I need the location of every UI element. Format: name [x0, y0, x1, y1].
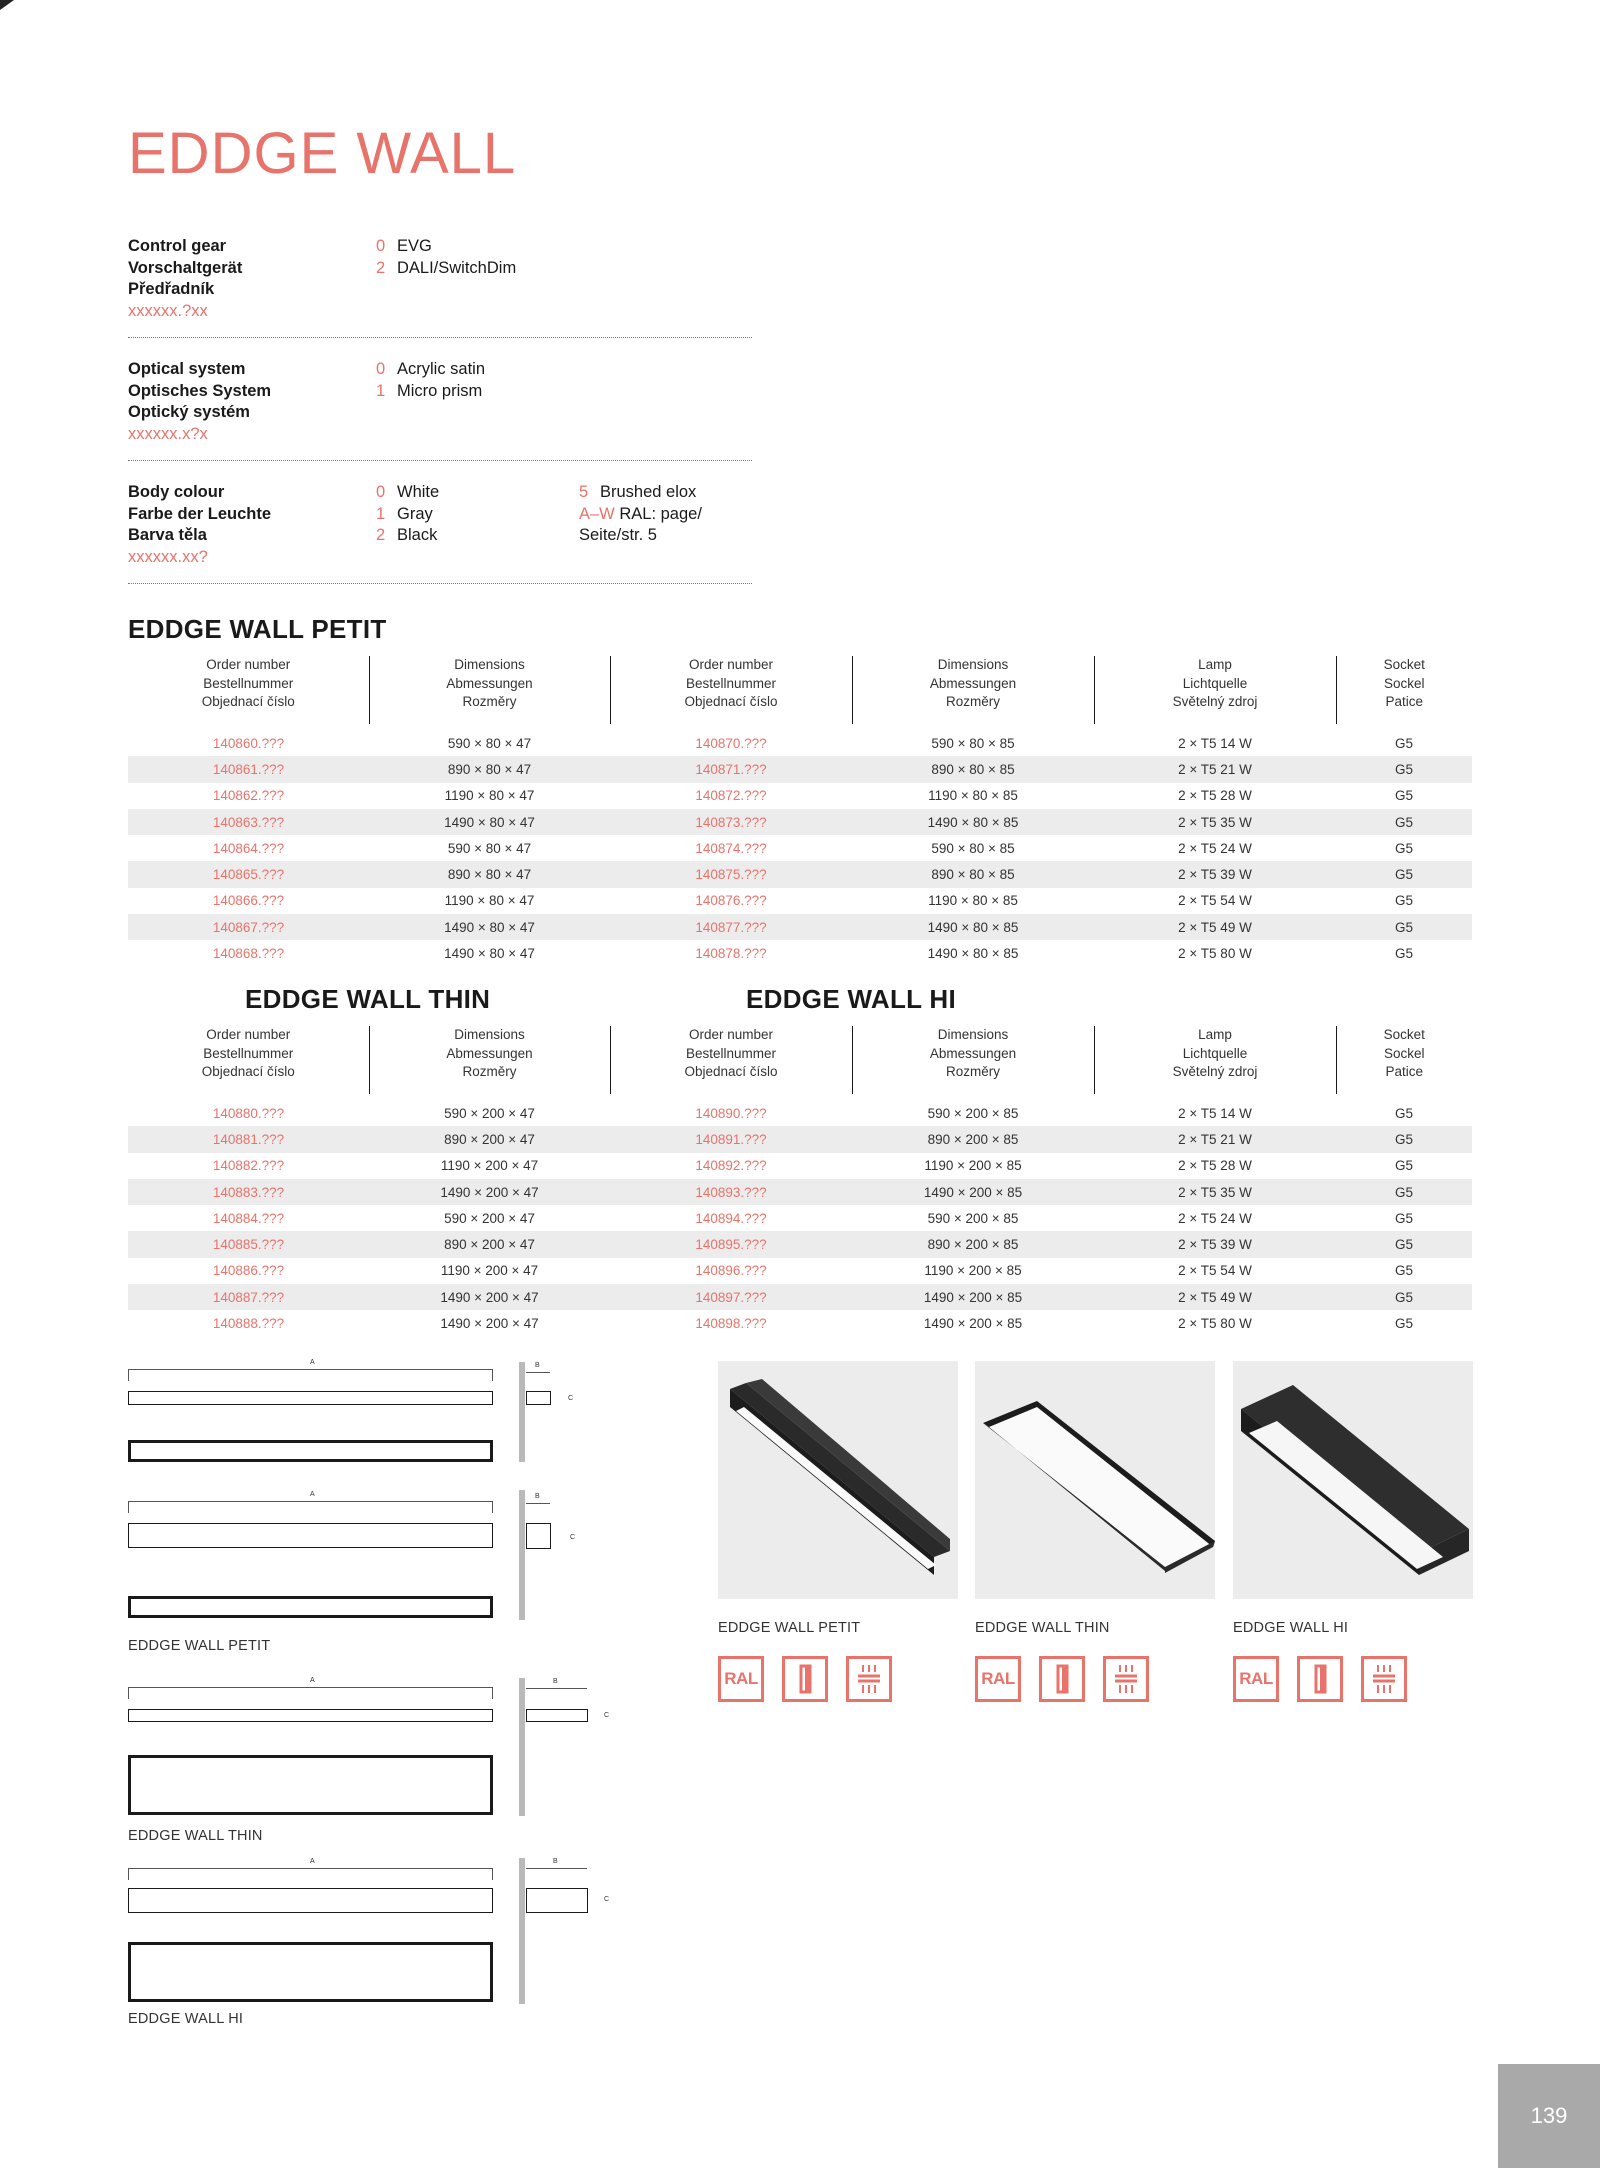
cell-lamp: 2 × T5 21 W	[1094, 1126, 1336, 1152]
cell-order-number: 140880.???	[212, 1105, 285, 1121]
cell-order-number: 140877.???	[610, 914, 852, 940]
cell-order-number: 140883.???	[128, 1179, 369, 1205]
option-value: 1 Micro prism	[376, 381, 483, 400]
cell-order-number: 140867.???	[128, 914, 369, 940]
option-label-cz: Optický systém	[128, 403, 250, 421]
cell-dimensions: 1490 × 200 × 47	[369, 1179, 610, 1205]
cell-dimensions: 590 × 80 × 85	[931, 735, 1015, 751]
cell-dimensions: 1490 × 80 × 85	[852, 809, 1094, 835]
cell-order-number: 140891.???	[610, 1126, 852, 1152]
cell-dimensions: 1190 × 200 × 47	[440, 1158, 539, 1174]
front-view	[128, 1709, 493, 1722]
side-profile	[526, 1523, 551, 1549]
header-dimensions: Dimensions Abmessungen Rozměry	[852, 1026, 1094, 1094]
table-row	[128, 730, 1472, 756]
section-title-thin: EDDGE WALL THIN	[245, 984, 491, 1014]
option-value: 0 EVG	[376, 237, 432, 255]
front-view	[128, 1523, 493, 1548]
header-order-number: Order number Bestellnummer Objednací číslo	[610, 656, 852, 724]
dim-label-b: B	[535, 1493, 540, 1500]
cell-socket: G5	[1394, 1158, 1413, 1174]
option-value: A–W RAL: page/	[579, 504, 702, 523]
cell-dimensions: 1190 × 200 × 47	[440, 1263, 539, 1279]
header-dimensions: Dimensions Abmessungen Rozměry	[369, 1026, 610, 1094]
top-view	[128, 1942, 493, 2002]
cell-order-number: 140878.???	[695, 946, 767, 962]
cell-socket: G5	[1394, 946, 1413, 962]
top-view	[128, 1596, 493, 1618]
header-lamp: Lamp Lichtquelle Světelný zdroj	[1094, 656, 1336, 724]
cell-lamp: 2 × T5 14 W	[1178, 735, 1252, 751]
table-row	[128, 914, 1472, 940]
front-view	[128, 1391, 493, 1405]
cell-dimensions: 1190 × 80 × 85	[928, 788, 1018, 804]
option-value: 1 Gray	[376, 504, 433, 523]
dotted-divider	[128, 583, 752, 584]
corner-mark	[0, 0, 14, 14]
cell-order-number: 140890.???	[695, 1105, 767, 1121]
cell-socket: G5	[1336, 809, 1472, 835]
ral-icon: RAL	[718, 1656, 764, 1702]
wall-mount-icon	[1103, 1656, 1149, 1702]
wall-mount-icon	[1361, 1656, 1407, 1702]
cell-socket: G5	[1394, 893, 1413, 909]
cell-lamp: 2 × T5 54 W	[1178, 1263, 1252, 1279]
option-value: 2 DALI/SwitchDim	[376, 258, 517, 277]
cell-order-number: 140898.???	[695, 1316, 767, 1332]
dotted-divider	[128, 337, 752, 338]
dim-label-c: C	[570, 1534, 576, 1541]
cell-dimensions: 890 × 200 × 47	[369, 1126, 610, 1152]
product-photo-thin	[975, 1361, 1215, 1599]
header-order-number: Order number Bestellnummer Objednací číslo	[610, 1026, 852, 1094]
cell-dimensions: 1490 × 200 × 85	[852, 1284, 1094, 1310]
header-order-number: Order number Bestellnummer Objednací číslo	[128, 1026, 369, 1094]
table-row	[128, 861, 1472, 887]
dimmable-icon	[782, 1656, 828, 1702]
cell-lamp: 2 × T5 28 W	[1178, 1158, 1252, 1174]
header-socket: Socket Sockel Patice	[1383, 657, 1425, 709]
dim-label-a: A	[310, 1359, 315, 1366]
header-dimensions: Dimensions Abmessungen Rozměry	[369, 656, 610, 724]
product-photo-hi	[1233, 1361, 1473, 1599]
header-dimensions: Dimensions Abmessungen Rozměry	[852, 656, 1094, 724]
drawing-caption-hi: EDDGE WALL HI	[128, 2011, 244, 2027]
cell-dimensions: 1490 × 80 × 85	[852, 914, 1094, 940]
option-label-de: Vorschaltgerät	[128, 258, 243, 277]
dim-label-c: C	[568, 1395, 574, 1402]
table-row	[128, 1179, 1472, 1205]
dotted-divider	[128, 460, 752, 461]
option-label-de: Farbe der Leuchte	[128, 504, 272, 523]
cell-socket: G5	[1336, 1284, 1472, 1310]
cell-dimensions: 1490 × 200 × 47	[369, 1284, 610, 1310]
cell-order-number: 140876.???	[695, 893, 767, 909]
cell-order-number: 140865.???	[128, 861, 369, 887]
cell-dimensions: 890 × 200 × 47	[369, 1231, 610, 1257]
cell-socket: G5	[1394, 1316, 1413, 1332]
table-header-row	[128, 1026, 1472, 1094]
product-photo-petit	[718, 1361, 958, 1599]
cell-socket: G5	[1394, 788, 1413, 804]
cell-order-number: 140862.???	[212, 788, 285, 804]
cell-dimensions: 1190 × 80 × 47	[444, 788, 535, 804]
cell-order-number: 140886.???	[212, 1263, 285, 1279]
page-number: 139	[1498, 2064, 1600, 2168]
table-row	[128, 1231, 1472, 1257]
cell-order-number: 140895.???	[610, 1231, 852, 1257]
table-row	[128, 809, 1472, 835]
dim-label-a: A	[310, 1677, 315, 1684]
ral-icon: RAL	[1233, 1656, 1279, 1702]
cell-dimensions: 1490 × 80 × 85	[927, 946, 1019, 962]
header-socket: Socket Sockel Patice	[1383, 1027, 1425, 1079]
cell-dimensions: 890 × 200 × 85	[852, 1126, 1094, 1152]
cell-order-number: 140868.???	[212, 946, 285, 962]
cell-socket: G5	[1394, 1210, 1413, 1226]
spec-table-petit	[128, 656, 1472, 967]
option-label-cz: Předřadník	[128, 280, 215, 298]
option-value: 0 White	[376, 483, 440, 501]
cell-order-number: 140864.???	[212, 840, 285, 856]
cell-order-number: 140870.???	[695, 735, 767, 751]
cell-lamp: 2 × T5 14 W	[1178, 1105, 1252, 1121]
option-value: 5 Brushed elox	[579, 483, 697, 501]
header-lamp: Lamp Lichtquelle Světelný zdroj	[1094, 1026, 1336, 1094]
table-row	[128, 835, 1472, 861]
option-code: xxxxxx.x?x	[128, 424, 208, 443]
option-label-en: Control gear	[128, 237, 227, 255]
ral-icon: RAL	[975, 1656, 1021, 1702]
dim-label-b: B	[553, 1678, 558, 1685]
top-view	[128, 1440, 493, 1462]
cell-dimensions: 1490 × 80 × 47	[369, 914, 610, 940]
option-label-en: Body colour	[128, 483, 225, 501]
dim-label-b: B	[553, 1858, 558, 1865]
cell-lamp: 2 × T5 35 W	[1094, 1179, 1336, 1205]
cell-socket: G5	[1336, 861, 1472, 887]
table-row	[128, 1310, 1472, 1336]
wall-section	[519, 1362, 525, 1462]
cell-order-number: 140860.???	[212, 735, 285, 751]
cell-order-number: 140885.???	[128, 1231, 369, 1257]
cell-dimensions: 590 × 200 × 47	[444, 1210, 535, 1226]
cell-order-number: 140874.???	[695, 840, 767, 856]
cell-dimensions: 590 × 80 × 47	[447, 735, 532, 751]
drawing-caption-thin: EDDGE WALL THIN	[128, 1828, 263, 1844]
cell-order-number: 140881.???	[128, 1126, 369, 1152]
page-title: EDDGE WALL	[128, 121, 517, 186]
cell-order-number: 140893.???	[610, 1179, 852, 1205]
cell-lamp: 2 × T5 54 W	[1178, 893, 1252, 909]
cell-dimensions: 1490 × 80 × 47	[444, 946, 535, 962]
table-row	[128, 1153, 1472, 1179]
table-header-row	[128, 656, 1472, 724]
cell-order-number: 140872.???	[695, 788, 767, 804]
cell-dimensions: 1490 × 200 × 85	[923, 1316, 1023, 1332]
side-profile	[526, 1709, 588, 1722]
cell-order-number: 140863.???	[128, 809, 369, 835]
table-row	[128, 940, 1472, 966]
dim-label-a: A	[310, 1858, 315, 1865]
cell-dimensions: 890 × 200 × 85	[852, 1231, 1094, 1257]
product-caption-thin: EDDGE WALL THIN	[975, 1620, 1110, 1636]
cell-dimensions: 590 × 80 × 85	[931, 840, 1015, 856]
option-label-en: Optical system	[128, 360, 246, 378]
cell-lamp: 2 × T5 35 W	[1094, 809, 1336, 835]
cell-dimensions: 590 × 200 × 85	[927, 1210, 1019, 1226]
front-view	[128, 1888, 493, 1913]
cell-dimensions: 1490 × 200 × 85	[852, 1179, 1094, 1205]
wall-section	[519, 1678, 525, 1816]
cell-socket: G5	[1394, 1105, 1413, 1121]
cell-dimensions: 1190 × 80 × 85	[928, 893, 1018, 909]
option-value: 2 Black	[376, 526, 438, 544]
cell-order-number: 140871.???	[610, 756, 852, 782]
cell-dimensions: 590 × 80 × 47	[447, 840, 532, 856]
cell-lamp: 2 × T5 39 W	[1094, 861, 1336, 887]
header-order-number: Order number Bestellnummer Objednací číslo	[128, 656, 369, 724]
cell-socket: G5	[1336, 1231, 1472, 1257]
cell-lamp: 2 × T5 28 W	[1178, 788, 1252, 804]
option-control-gear	[128, 236, 752, 322]
option-code: xxxxxx.xx?	[128, 547, 208, 566]
cell-dimensions: 1190 × 200 × 85	[924, 1263, 1022, 1279]
cell-lamp: 2 × T5 49 W	[1094, 914, 1336, 940]
option-body-colour	[128, 482, 752, 568]
table-row	[128, 1205, 1472, 1231]
cell-dimensions: 890 × 80 × 47	[369, 861, 610, 887]
cell-socket: G5	[1394, 1263, 1413, 1279]
cell-dimensions: 1190 × 80 × 47	[444, 893, 535, 909]
cell-order-number: 140888.???	[212, 1316, 285, 1332]
cell-lamp: 2 × T5 80 W	[1178, 1316, 1252, 1332]
cell-order-number: 140897.???	[610, 1284, 852, 1310]
product-caption-hi: EDDGE WALL HI	[1233, 1620, 1349, 1636]
cell-lamp: 2 × T5 39 W	[1094, 1231, 1336, 1257]
spec-table-thin-hi	[128, 1026, 1472, 1337]
table-row	[128, 1258, 1472, 1284]
option-label-cz: Barva těla	[128, 526, 207, 544]
cell-order-number: 140894.???	[695, 1210, 767, 1226]
cell-dimensions: 890 × 80 × 85	[852, 861, 1094, 887]
top-view	[128, 1755, 493, 1815]
cell-order-number: 140861.???	[128, 756, 369, 782]
cell-lamp: 2 × T5 49 W	[1094, 1284, 1336, 1310]
cell-dimensions: 890 × 80 × 85	[852, 756, 1094, 782]
table-row	[128, 756, 1472, 782]
dim-label-a: A	[310, 1491, 315, 1498]
cell-order-number: 140866.???	[212, 893, 285, 909]
cell-dimensions: 590 × 200 × 85	[927, 1105, 1019, 1121]
wall-section	[519, 1490, 525, 1620]
cell-order-number: 140896.???	[695, 1263, 767, 1279]
dim-label-c: C	[604, 1712, 610, 1719]
cell-socket: G5	[1336, 1179, 1472, 1205]
wall-mount-icon	[846, 1656, 892, 1702]
cell-dimensions: 890 × 80 × 47	[369, 756, 610, 782]
table-row	[128, 1100, 1472, 1126]
cell-socket: G5	[1336, 1126, 1472, 1152]
cell-dimensions: 590 × 200 × 47	[444, 1105, 535, 1121]
cell-socket: G5	[1394, 735, 1413, 751]
drawing-caption-petit: EDDGE WALL PETIT	[128, 1638, 271, 1654]
cell-dimensions: 1490 × 80 × 47	[369, 809, 610, 835]
table-row	[128, 783, 1472, 809]
dimmable-icon	[1039, 1656, 1085, 1702]
cell-order-number: 140875.???	[610, 861, 852, 887]
cell-dimensions: 1490 × 200 × 47	[440, 1316, 539, 1332]
section-title-hi: EDDGE WALL HI	[746, 984, 956, 1014]
cell-dimensions: 1190 × 200 × 85	[924, 1158, 1022, 1174]
table-row	[128, 1126, 1472, 1152]
side-profile	[526, 1391, 551, 1405]
cell-lamp: 2 × T5 21 W	[1094, 756, 1336, 782]
cell-order-number: 140887.???	[128, 1284, 369, 1310]
option-code: xxxxxx.?xx	[128, 301, 208, 320]
table-row	[128, 888, 1472, 914]
dim-label-c: C	[604, 1896, 610, 1903]
cell-lamp: 2 × T5 24 W	[1178, 840, 1252, 856]
product-caption-petit: EDDGE WALL PETIT	[718, 1620, 861, 1636]
dim-label-b: B	[535, 1362, 540, 1369]
cell-socket: G5	[1394, 840, 1413, 856]
option-value: 0 Acrylic satin	[376, 360, 486, 378]
side-profile	[526, 1888, 588, 1913]
cell-order-number: 140892.???	[695, 1158, 767, 1174]
cell-order-number: 140882.???	[212, 1158, 285, 1174]
cell-lamp: 2 × T5 80 W	[1178, 946, 1252, 962]
option-label-de: Optisches System	[128, 381, 272, 400]
cell-lamp: 2 × T5 24 W	[1178, 1210, 1252, 1226]
cell-order-number: 140884.???	[212, 1210, 285, 1226]
cell-socket: G5	[1336, 914, 1472, 940]
section-title-petit: EDDGE WALL PETIT	[128, 614, 387, 644]
option-optical-system	[128, 359, 752, 445]
dimmable-icon	[1297, 1656, 1343, 1702]
table-row	[128, 1284, 1472, 1310]
wall-section	[519, 1858, 525, 2004]
cell-socket: G5	[1336, 756, 1472, 782]
cell-order-number: 140873.???	[610, 809, 852, 835]
option-value: Seite/str. 5	[579, 526, 657, 544]
